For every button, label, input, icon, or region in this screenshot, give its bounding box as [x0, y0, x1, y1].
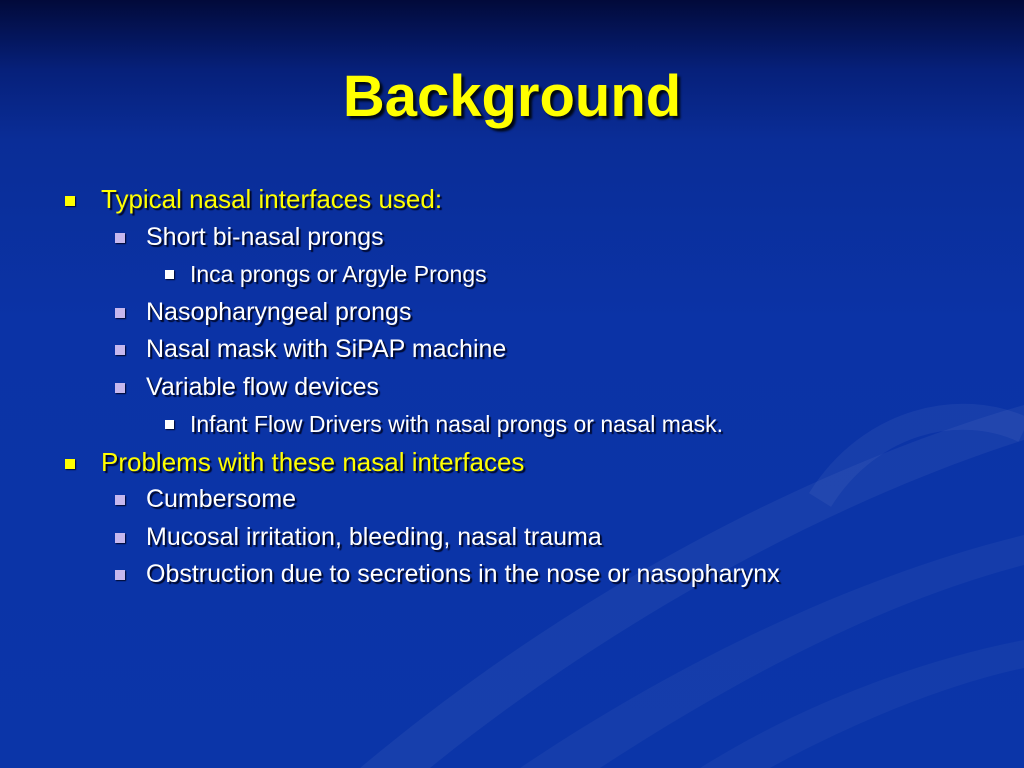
square-bullet-icon: [115, 233, 125, 243]
bullet-text: Obstruction due to secretions in the nose or nasopharynx: [146, 560, 780, 588]
square-bullet-icon: [65, 196, 75, 206]
bullet-text: Infant Flow Drivers with nasal prongs or nasal mask.: [190, 411, 724, 437]
bullet-text: Cumbersome: [146, 485, 297, 513]
square-bullet-icon: [115, 345, 125, 355]
slide-title: Background: [342, 64, 682, 129]
bullet-text: Nasopharyngeal prongs: [146, 297, 412, 326]
bullet-text: Problems with these nasal interfaces: [101, 446, 525, 477]
bullet-item: [0, 256, 1024, 294]
bullet-item: [0, 444, 1024, 482]
square-bullet-icon: [65, 459, 75, 469]
bullet-text: Short bi-nasal prongs: [146, 222, 384, 251]
bullet-item: [0, 219, 1024, 257]
bullet-item: [0, 331, 1024, 369]
bullet-item: [0, 181, 1024, 219]
swirl-band-3: [700, 640, 1024, 768]
bullet-text: Inca prongs or Argyle Prongs: [190, 261, 487, 287]
bullet-text: Variable flow devices: [146, 372, 379, 401]
square-bullet-icon: [115, 570, 125, 580]
bullet-text: Typical nasal interfaces used:: [101, 184, 443, 214]
square-bullet-icon: [115, 533, 125, 543]
bullet-text: Mucosal irritation, bleeding, nasal trauma: [146, 522, 602, 551]
bullet-item: [0, 556, 1024, 594]
square-bullet-icon: [165, 270, 174, 279]
bullet-item: [0, 369, 1024, 407]
bullet-list: [0, 181, 1024, 594]
bullet-text: Nasal mask with SiPAP machine: [146, 335, 507, 363]
bullet-item: [0, 481, 1024, 519]
square-bullet-icon: [165, 420, 174, 429]
square-bullet-icon: [115, 383, 125, 393]
square-bullet-icon: [115, 495, 125, 505]
square-bullet-icon: [115, 308, 125, 318]
bullet-item: [0, 519, 1024, 557]
bullet-item: [0, 294, 1024, 332]
bullet-item: [0, 406, 1024, 444]
